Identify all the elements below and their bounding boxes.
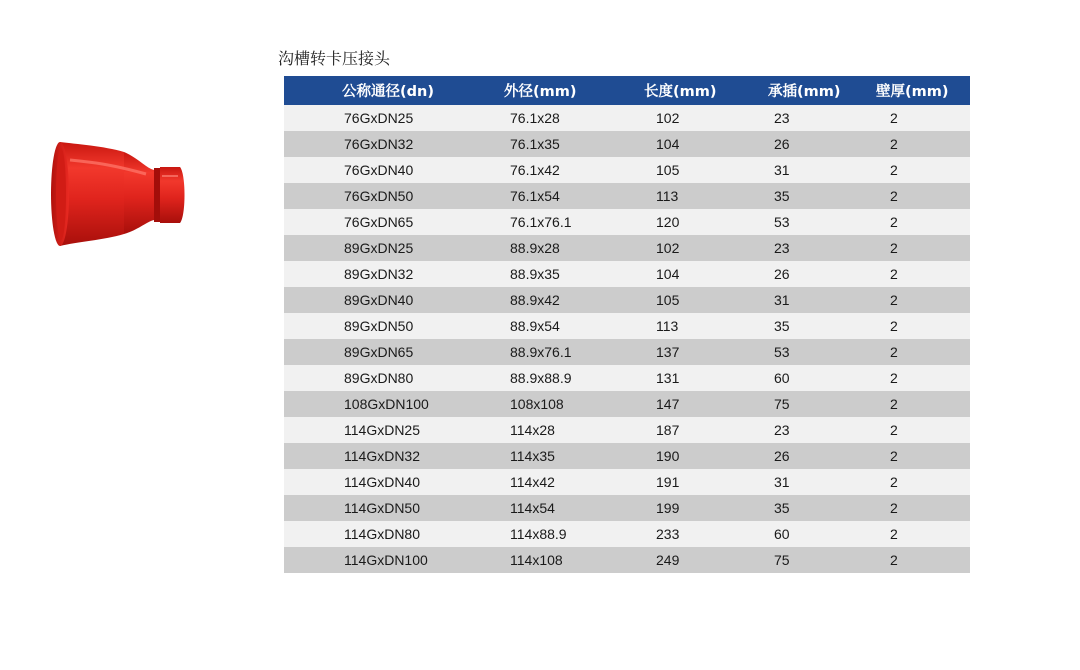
cell-length: 187 — [636, 417, 760, 443]
table-row — [284, 131, 970, 157]
cell-outer-diameter: 108x108 — [484, 391, 636, 417]
table-row — [284, 261, 970, 287]
cell-socket-depth: 60 — [760, 521, 870, 547]
table-row — [284, 105, 970, 131]
cell-length: 137 — [636, 339, 760, 365]
cell-nominal-diameter: 89GxDN65 — [284, 339, 484, 365]
cell-wall-thickness: 2 — [870, 105, 970, 131]
cell-nominal-diameter: 76GxDN65 — [284, 209, 484, 235]
cell-length: 105 — [636, 287, 760, 313]
table-row — [284, 417, 970, 443]
cell-nominal-diameter: 89GxDN32 — [284, 261, 484, 287]
cell-socket-depth: 60 — [760, 365, 870, 391]
cell-socket-depth: 26 — [760, 261, 870, 287]
table-header-row — [284, 76, 970, 105]
cell-outer-diameter: 88.9x42 — [484, 287, 636, 313]
cell-wall-thickness: 2 — [870, 287, 970, 313]
cell-nominal-diameter: 89GxDN40 — [284, 287, 484, 313]
table-row — [284, 183, 970, 209]
table-row — [284, 365, 970, 391]
cell-socket-depth: 23 — [760, 105, 870, 131]
cell-socket-depth: 35 — [760, 313, 870, 339]
cell-length: 199 — [636, 495, 760, 521]
cell-nominal-diameter: 114GxDN80 — [284, 521, 484, 547]
cell-wall-thickness: 2 — [870, 521, 970, 547]
cell-socket-depth: 35 — [760, 183, 870, 209]
cell-socket-depth: 53 — [760, 339, 870, 365]
cell-length: 131 — [636, 365, 760, 391]
cell-wall-thickness: 2 — [870, 469, 970, 495]
cell-outer-diameter: 76.1x35 — [484, 131, 636, 157]
cell-length: 105 — [636, 157, 760, 183]
cell-nominal-diameter: 89GxDN50 — [284, 313, 484, 339]
cell-outer-diameter: 88.9x54 — [484, 313, 636, 339]
cell-outer-diameter: 114x108 — [484, 547, 636, 573]
cell-length: 102 — [636, 105, 760, 131]
cell-wall-thickness: 2 — [870, 339, 970, 365]
header-socket-depth: 承插(mm) — [760, 76, 870, 105]
cell-nominal-diameter: 114GxDN100 — [284, 547, 484, 573]
cell-wall-thickness: 2 — [870, 313, 970, 339]
table-row — [284, 443, 970, 469]
table-row — [284, 287, 970, 313]
cell-socket-depth: 23 — [760, 417, 870, 443]
cell-wall-thickness: 2 — [870, 365, 970, 391]
cell-outer-diameter: 114x54 — [484, 495, 636, 521]
cell-nominal-diameter: 108GxDN100 — [284, 391, 484, 417]
cell-outer-diameter: 76.1x42 — [484, 157, 636, 183]
cell-outer-diameter: 88.9x88.9 — [484, 365, 636, 391]
cell-socket-depth: 75 — [760, 391, 870, 417]
cell-nominal-diameter: 114GxDN32 — [284, 443, 484, 469]
spec-table — [284, 76, 970, 573]
cell-outer-diameter: 76.1x28 — [484, 105, 636, 131]
table-row — [284, 339, 970, 365]
cell-wall-thickness: 2 — [870, 131, 970, 157]
cell-outer-diameter: 76.1x54 — [484, 183, 636, 209]
cell-outer-diameter: 114x42 — [484, 469, 636, 495]
cell-wall-thickness: 2 — [870, 495, 970, 521]
cell-length: 104 — [636, 261, 760, 287]
cell-length: 120 — [636, 209, 760, 235]
table-row — [284, 495, 970, 521]
cell-socket-depth: 23 — [760, 235, 870, 261]
cell-wall-thickness: 2 — [870, 443, 970, 469]
cell-socket-depth: 31 — [760, 157, 870, 183]
cell-length: 113 — [636, 183, 760, 209]
cell-nominal-diameter: 89GxDN25 — [284, 235, 484, 261]
cell-nominal-diameter: 76GxDN32 — [284, 131, 484, 157]
cell-length: 113 — [636, 313, 760, 339]
cell-nominal-diameter: 114GxDN25 — [284, 417, 484, 443]
table-row — [284, 157, 970, 183]
cell-outer-diameter: 114x88.9 — [484, 521, 636, 547]
cell-length: 104 — [636, 131, 760, 157]
cell-wall-thickness: 2 — [870, 261, 970, 287]
cell-socket-depth: 35 — [760, 495, 870, 521]
cell-wall-thickness: 2 — [870, 547, 970, 573]
table-row — [284, 547, 970, 573]
cell-outer-diameter: 114x28 — [484, 417, 636, 443]
header-wall-thickness: 壁厚(mm) — [870, 76, 970, 105]
table-row — [284, 469, 970, 495]
cell-nominal-diameter: 114GxDN40 — [284, 469, 484, 495]
page-title: 沟槽转卡压接头 — [278, 49, 391, 68]
cell-wall-thickness: 2 — [870, 417, 970, 443]
table-row — [284, 521, 970, 547]
cell-length: 233 — [636, 521, 760, 547]
cell-wall-thickness: 2 — [870, 391, 970, 417]
cell-nominal-diameter: 76GxDN25 — [284, 105, 484, 131]
cell-outer-diameter: 88.9x35 — [484, 261, 636, 287]
cell-nominal-diameter: 89GxDN80 — [284, 365, 484, 391]
table-row — [284, 391, 970, 417]
cell-wall-thickness: 2 — [870, 183, 970, 209]
header-nominal-diameter: 公称通径(dn) — [284, 76, 484, 105]
cell-outer-diameter: 114x35 — [484, 443, 636, 469]
cell-nominal-diameter: 76GxDN40 — [284, 157, 484, 183]
cell-length: 191 — [636, 469, 760, 495]
cell-socket-depth: 26 — [760, 131, 870, 157]
cell-socket-depth: 75 — [760, 547, 870, 573]
cell-wall-thickness: 2 — [870, 157, 970, 183]
cell-nominal-diameter: 76GxDN50 — [284, 183, 484, 209]
cell-outer-diameter: 76.1x76.1 — [484, 209, 636, 235]
red-grooved-reducer-fitting-icon — [46, 134, 194, 254]
cell-outer-diameter: 88.9x28 — [484, 235, 636, 261]
cell-socket-depth: 31 — [760, 287, 870, 313]
cell-length: 102 — [636, 235, 760, 261]
cell-socket-depth: 53 — [760, 209, 870, 235]
cell-outer-diameter: 88.9x76.1 — [484, 339, 636, 365]
cell-wall-thickness: 2 — [870, 235, 970, 261]
cell-length: 147 — [636, 391, 760, 417]
table-row — [284, 313, 970, 339]
cell-nominal-diameter: 114GxDN50 — [284, 495, 484, 521]
cell-socket-depth: 31 — [760, 469, 870, 495]
cell-wall-thickness: 2 — [870, 209, 970, 235]
cell-length: 249 — [636, 547, 760, 573]
header-outer-diameter: 外径(mm) — [484, 76, 636, 105]
table-row — [284, 235, 970, 261]
product-image — [46, 134, 194, 254]
table-row — [284, 209, 970, 235]
cell-length: 190 — [636, 443, 760, 469]
cell-socket-depth: 26 — [760, 443, 870, 469]
header-length: 长度(mm) — [636, 76, 760, 105]
